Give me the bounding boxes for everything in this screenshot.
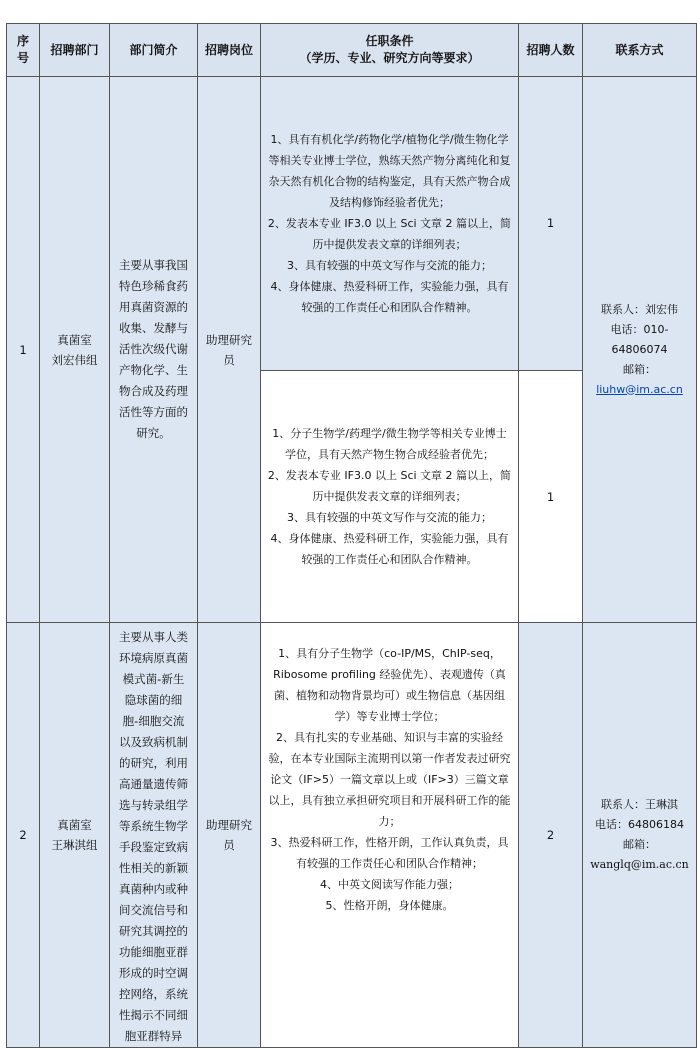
- row-no: 2: [7, 623, 40, 1048]
- row-contact: [583, 77, 697, 623]
- contact-email-link[interactable]: liuhw@im.ac.cn: [596, 382, 683, 396]
- header-intro: 部门简介: [110, 24, 198, 77]
- row-contact: [583, 623, 697, 1048]
- requirement-item: 2、发表本专业 IF3.0 以上 Sci 文章 2 篇以上，简历中提供发表文章的详细列表；: [267, 469, 512, 503]
- row-count: 1: [519, 77, 583, 371]
- requirement-item: 1、具有分子生物学（co-IP/MS，ChIP-seq，Ribosome profiling 经验优先）、表观遗传（真菌、植物和动物背景均可）或生物信息（基因组学）等专业博士学位；: [273, 647, 506, 723]
- row-requirements: [261, 623, 519, 1048]
- header-dept: 招聘部门: [40, 24, 110, 77]
- requirement-item: 5、性格开朗，身体健康。: [325, 899, 454, 912]
- header-req-title: 任职条件: [365, 34, 414, 48]
- requirement-item: 3、具有较强的中英文写作与交流的能力；: [287, 511, 492, 524]
- header-req-sub: （学历、专业、研究方向等要求）: [299, 51, 480, 65]
- table-row: [7, 623, 697, 1048]
- requirement-item: 4、中英文阅读写作能力强；: [320, 878, 459, 891]
- requirement-item: 4、身体健康、热爱科研工作，实验能力强，具有较强的工作责任心和团队合作精神。: [270, 532, 509, 566]
- requirement-item: 2、具有扎实的专业基础、知识与丰富的实验经验，在本专业国际主流期刊以第一作者发表过研究论文（IF>5）一篇文章以上或（IF>3）三篇文章以上，具有独立承担研究项目和开展科研工作的能力；: [268, 731, 511, 828]
- requirement-item: 3、热爱科研工作，性格开朗，工作认真负责，具有较强的工作责任心和团队合作精神；: [270, 836, 509, 870]
- requirement-item: 4、身体健康、热爱科研工作，实验能力强，具有较强的工作责任心和团队合作精神。: [270, 280, 509, 314]
- header-contact: 联系方式: [583, 24, 697, 77]
- contact-email[interactable]: wanglq@im.ac.cn: [590, 858, 689, 871]
- row-position: 助理研究 员: [198, 77, 261, 623]
- table-row: [7, 77, 697, 371]
- contact-person: 联系人：王琳淇: [601, 798, 678, 811]
- row-requirements: [261, 371, 519, 623]
- contact-email-label: 邮箱：: [623, 362, 656, 376]
- requirement-item: 2、发表本专业 IF3.0 以上 Sci 文章 2 篇以上，简历中提供发表文章的详细列表；: [267, 217, 512, 251]
- row-dept: 真菌室 刘宏伟组: [40, 77, 110, 623]
- requirement-item: 1、分子生物学/药理学/微生物学等相关专业博士学位，具有天然产物生物合成经验者优先；: [272, 427, 507, 461]
- row-count: 1: [519, 371, 583, 623]
- row-no: 1: [7, 77, 40, 623]
- header-no: 序 号: [7, 24, 40, 77]
- row-intro: 主要从事我国特色珍稀食药用真菌资源的收集、发酵与活性次级代谢产物化学、生物合成及药理活性等方面的研究。: [110, 77, 198, 623]
- row-count: 2: [519, 623, 583, 1048]
- row-dept: 真菌室 王琳淇组: [40, 623, 110, 1048]
- row-position: 助理研究 员: [198, 623, 261, 1048]
- header-requirements: [261, 24, 519, 77]
- contact-phone: 电话：64806184: [595, 818, 684, 831]
- row-intro: 主要从事人类环境病原真菌模式菌-新生隐球菌的细胞-细胞交流以及致病机制的研究，利用高通量遗传筛选与转录组学等系统生物学手段鉴定致病性相关的新颖真菌种内或种间交流信号和研究其调控的功能细胞亚群形成的时空调控网络，系统性揭示不同细胞亚群特异: [110, 623, 198, 1048]
- contact-email-label: 邮箱：: [623, 838, 656, 851]
- contact-person: 联系人：刘宏伟: [601, 302, 678, 316]
- header-count: 招聘人数: [519, 24, 583, 77]
- header-position: 招聘岗位: [198, 24, 261, 77]
- requirement-item: 1、具有有机化学/药物化学/植物化学/微生物化学等相关专业博士学位，熟练天然产物分离纯化和复杂天然有机化合物的结构鉴定，具有天然产物合成及结构修饰经验者优先；: [268, 133, 511, 209]
- requirement-item: 3、具有较强的中英文写作与交流的能力；: [287, 259, 492, 272]
- recruitment-table: [6, 23, 697, 1048]
- contact-phone: 电话：010-64806074: [610, 322, 669, 356]
- header-row: [7, 24, 697, 77]
- row-requirements: [261, 77, 519, 371]
